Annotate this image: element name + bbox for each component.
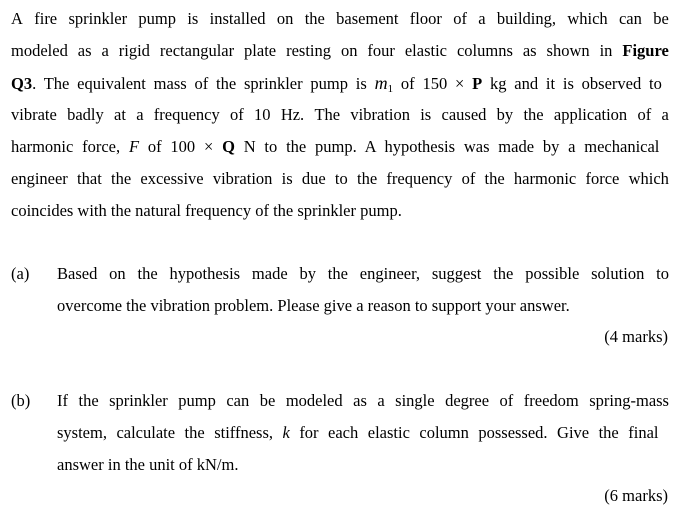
intro-line-3 bbox=[11, 73, 669, 93]
word: of bbox=[453, 9, 467, 28]
word: of bbox=[230, 105, 244, 124]
word: by bbox=[496, 105, 514, 124]
word: 10 bbox=[254, 105, 271, 124]
word: on bbox=[109, 264, 126, 283]
word: engineer, bbox=[359, 264, 421, 283]
word: degree bbox=[445, 391, 490, 410]
intro-line-5 bbox=[11, 137, 669, 157]
intro-line-2-words bbox=[11, 41, 669, 61]
word: that bbox=[77, 169, 102, 188]
word: at bbox=[114, 105, 126, 124]
part-a-line-2 bbox=[57, 296, 669, 316]
part-a-line-2-text: overcome the vibration problem. Please give a reason to support your answer. bbox=[57, 296, 570, 315]
word: vibrate bbox=[11, 105, 57, 124]
word: can bbox=[618, 9, 642, 28]
intro-line-5-pre: harmonic force, bbox=[11, 137, 129, 156]
word: is bbox=[187, 9, 199, 28]
word: a bbox=[661, 105, 669, 124]
intro-line-4-words bbox=[11, 105, 669, 125]
force-symbol: F bbox=[128, 137, 140, 156]
part-a-marks: (4 marks) bbox=[604, 327, 668, 346]
intro-line-3-of: of 150 × bbox=[393, 74, 473, 93]
part-b-line-2-post: for each elastic column possessed. Give the final bbox=[289, 423, 659, 442]
mass-subscript: 1 bbox=[387, 83, 394, 95]
part-b-line-3 bbox=[57, 455, 669, 475]
part-a-line-1 bbox=[57, 264, 669, 284]
word: A bbox=[11, 9, 23, 28]
word: resting bbox=[286, 41, 331, 60]
word: the bbox=[111, 169, 132, 188]
word: engineer bbox=[11, 169, 68, 188]
word: hypothesis bbox=[169, 264, 241, 283]
part-b-line-1-words bbox=[57, 391, 669, 411]
mass-symbol: m bbox=[374, 73, 388, 93]
word: single bbox=[395, 391, 435, 410]
word: shown bbox=[546, 41, 590, 60]
word: freedom bbox=[523, 391, 579, 410]
word: can bbox=[226, 391, 250, 410]
intro-line-5-end: N to the pump. A hypothesis was made by a mechanical bbox=[234, 137, 660, 156]
word: on bbox=[340, 41, 358, 60]
word: frequency bbox=[386, 169, 453, 188]
word: application bbox=[553, 105, 628, 124]
word: modeled bbox=[285, 391, 343, 410]
word: force bbox=[585, 169, 620, 188]
word: to bbox=[656, 264, 669, 283]
part-b-line-2-pre: system, calculate the stiffness, bbox=[57, 423, 283, 442]
word: sprinkler bbox=[68, 9, 128, 28]
word: be bbox=[653, 9, 669, 28]
mass-variable: P bbox=[472, 74, 483, 93]
word: pump bbox=[138, 9, 177, 28]
word: which bbox=[567, 9, 608, 28]
word: spring-mass bbox=[589, 391, 669, 410]
word: caused bbox=[441, 105, 487, 124]
word: a bbox=[478, 9, 486, 28]
intro-line-1-words bbox=[11, 9, 669, 29]
part-b-marks: (6 marks) bbox=[604, 486, 668, 505]
intro-line-2 bbox=[11, 41, 669, 61]
word: to bbox=[334, 169, 348, 188]
word: basement bbox=[336, 9, 399, 28]
word: Based bbox=[57, 264, 98, 283]
word: suggest bbox=[431, 264, 482, 283]
force-variable: Q bbox=[222, 137, 235, 156]
word: vibration bbox=[350, 105, 410, 124]
word: of bbox=[461, 169, 476, 188]
part-a-line-1-words bbox=[57, 264, 669, 284]
word: the bbox=[78, 391, 99, 410]
word: Hz. bbox=[280, 105, 305, 124]
word: sprinkler bbox=[109, 391, 168, 410]
word: made bbox=[251, 264, 288, 283]
word: is bbox=[281, 169, 293, 188]
word: a bbox=[136, 105, 144, 124]
word: as bbox=[522, 41, 537, 60]
word: rectangular bbox=[159, 41, 235, 60]
word: solution bbox=[591, 264, 645, 283]
part-b-line-3-text: answer in the unit of kN/m. bbox=[57, 455, 239, 474]
word: the bbox=[137, 264, 158, 283]
word: frequency bbox=[153, 105, 220, 124]
word: four bbox=[367, 41, 395, 60]
intro-line-7-text: coincides with the natural frequency of the sprinkler pump. bbox=[11, 201, 402, 220]
word-bold: Figure bbox=[622, 41, 669, 60]
word: the bbox=[304, 9, 325, 28]
word: a bbox=[101, 41, 109, 60]
word: by bbox=[299, 264, 316, 283]
word: vibration bbox=[212, 169, 273, 188]
word: columns bbox=[456, 41, 513, 60]
word: the bbox=[493, 264, 514, 283]
intro-line-6-words bbox=[11, 169, 669, 189]
part-b-line-2 bbox=[57, 423, 669, 443]
word: plate bbox=[244, 41, 277, 60]
word: excessive bbox=[140, 169, 204, 188]
intro-line-3-mid: . The equivalent mass of the sprinkler pump is bbox=[32, 74, 375, 93]
figure-reference-number: Q3 bbox=[11, 74, 33, 93]
word: on bbox=[276, 9, 294, 28]
word: The bbox=[314, 105, 341, 124]
word: as bbox=[353, 391, 367, 410]
word: is bbox=[420, 105, 432, 124]
word: modeled bbox=[11, 41, 68, 60]
word: fire bbox=[34, 9, 58, 28]
word: rigid bbox=[118, 41, 150, 60]
word: the bbox=[356, 169, 378, 188]
word: the bbox=[327, 264, 348, 283]
intro-line-7 bbox=[11, 201, 669, 221]
word: possible bbox=[525, 264, 580, 283]
part-a-label: (a) bbox=[11, 264, 30, 283]
word: which bbox=[628, 169, 669, 188]
word: of bbox=[499, 391, 514, 410]
intro-line-1 bbox=[11, 9, 669, 29]
intro-line-6 bbox=[11, 169, 669, 189]
part-b-line-1 bbox=[57, 391, 669, 411]
word: pump bbox=[178, 391, 216, 410]
word: If bbox=[57, 391, 68, 410]
word: a bbox=[377, 391, 385, 410]
word: building, bbox=[496, 9, 557, 28]
word: floor bbox=[409, 9, 442, 28]
word: badly bbox=[67, 105, 104, 124]
word: of bbox=[637, 105, 652, 124]
intro-line-5-mid: of 100 × bbox=[139, 137, 223, 156]
stiffness-symbol: k bbox=[282, 423, 290, 442]
word: due bbox=[301, 169, 326, 188]
word: the bbox=[523, 105, 544, 124]
intro-line-3-end: kg and it is observed to bbox=[482, 74, 662, 93]
intro-line-4 bbox=[11, 105, 669, 125]
word: in bbox=[599, 41, 613, 60]
word: installed bbox=[209, 9, 266, 28]
word: as bbox=[77, 41, 92, 60]
word: harmonic bbox=[513, 169, 577, 188]
word: be bbox=[259, 391, 276, 410]
word: the bbox=[484, 169, 505, 188]
word: elastic bbox=[404, 41, 448, 60]
part-b-label: (b) bbox=[11, 391, 31, 410]
